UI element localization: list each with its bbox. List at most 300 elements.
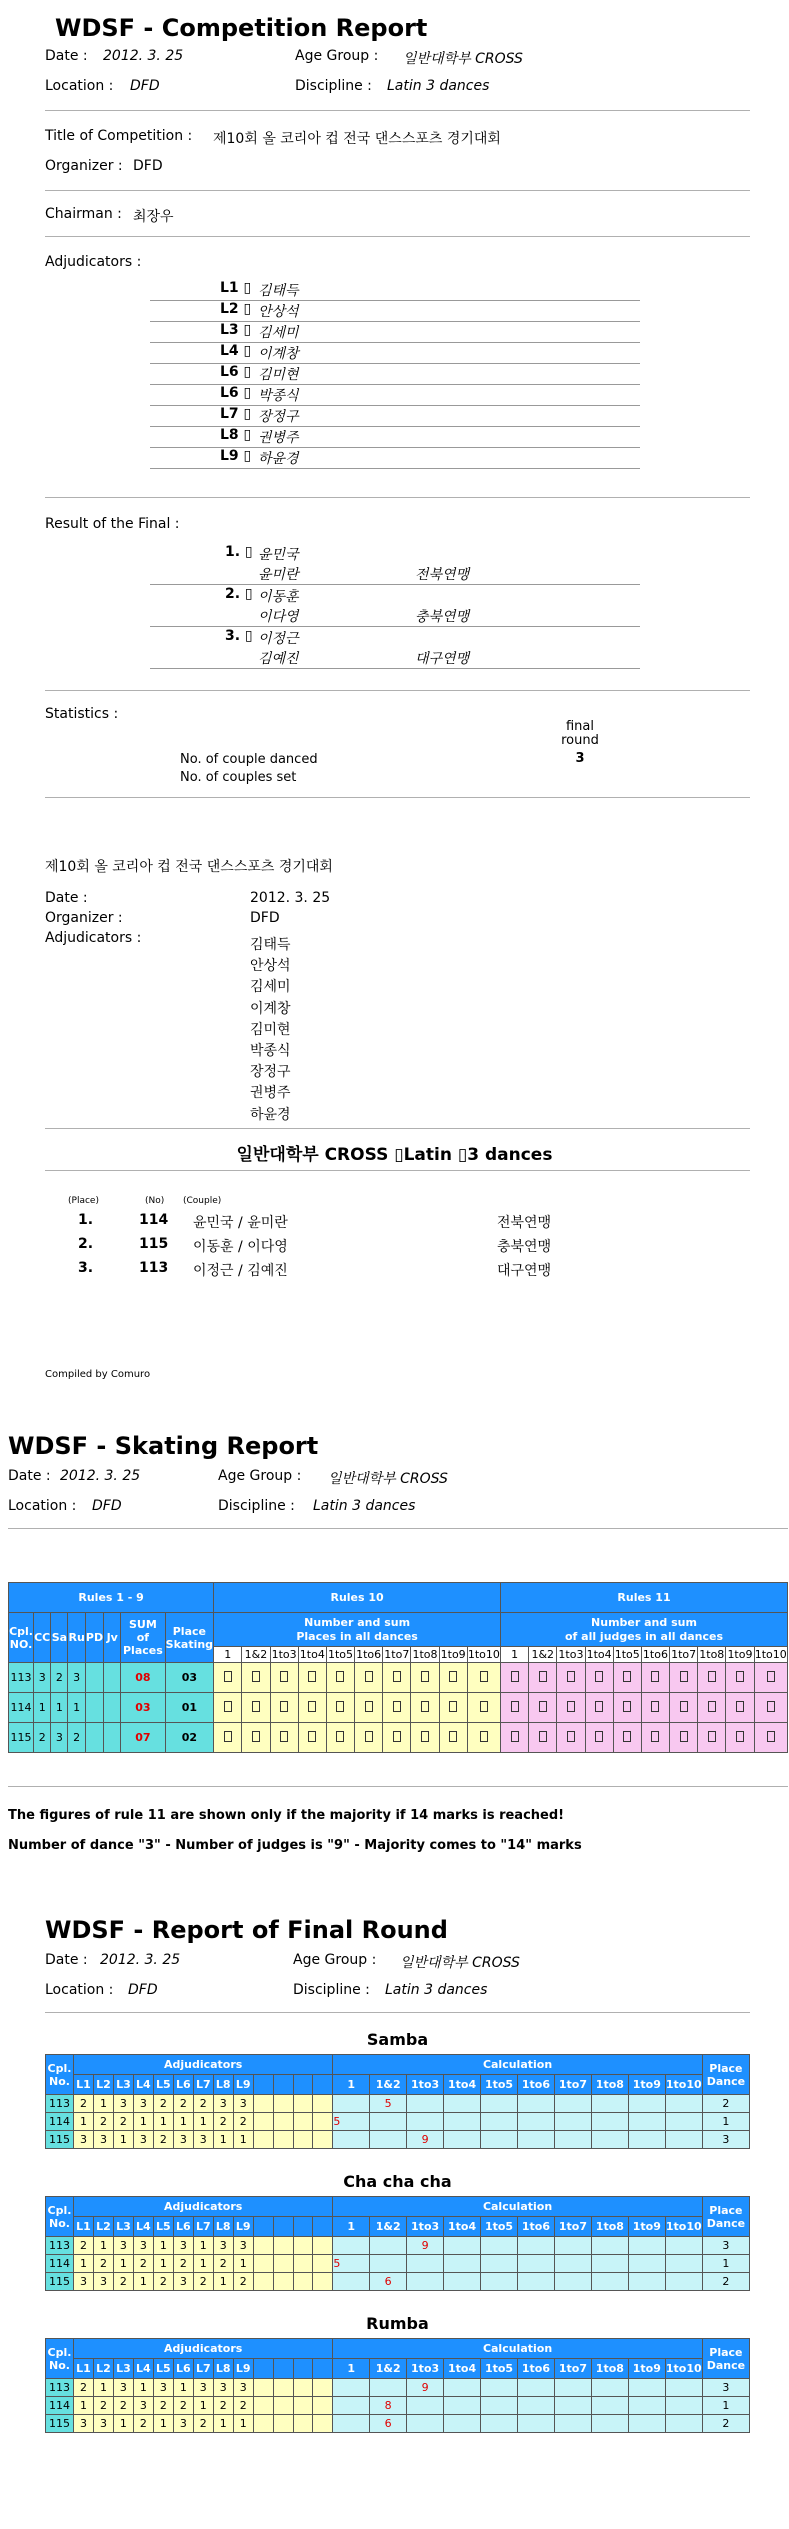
dance-table-wrap	[45, 2054, 750, 2149]
calc-cell	[370, 2237, 407, 2255]
summary-no: 113	[139, 1260, 169, 1276]
sk-location-value: DFD	[92, 1498, 122, 1514]
adjudicators-header: Adjudicators	[73, 2055, 332, 2075]
missing-glyph-icon	[708, 1731, 716, 1742]
place-col-header: 1to6	[356, 1648, 382, 1661]
calc-col-header: 1to9	[628, 2359, 665, 2379]
place-dance-value: 1	[702, 2397, 749, 2415]
judge-mark-empty	[313, 2379, 333, 2397]
judge-mark: 2	[173, 2397, 193, 2415]
missing-glyph-icon	[511, 1671, 519, 1682]
judge-col-header: L5	[153, 2359, 173, 2379]
cc-place: 3	[34, 1663, 51, 1693]
calc-col-header: 1to10	[665, 2359, 702, 2379]
divider	[45, 236, 750, 237]
calc-cell	[370, 2273, 407, 2291]
judge-mark: 2	[153, 2273, 173, 2291]
missing-glyph-icon	[280, 1731, 288, 1742]
rule11-cell	[613, 1723, 641, 1753]
calc-cell	[370, 2255, 407, 2273]
judge-mark: 3	[113, 2379, 133, 2397]
judge-mark-empty	[273, 2255, 293, 2273]
judge-col-header-empty	[273, 2359, 293, 2379]
calculation-header: Calculation	[333, 2055, 702, 2075]
cpl-number: 115	[46, 2131, 74, 2149]
judge-mark-empty	[293, 2095, 313, 2113]
judge-mark: 3	[133, 2095, 153, 2113]
missing-glyph-icon	[449, 1671, 457, 1682]
rule10-cell	[214, 1663, 242, 1693]
calc-cell	[407, 2095, 444, 2113]
summary-adjudicator-name: 안상석	[250, 958, 291, 975]
missing-glyph-icon	[680, 1701, 688, 1712]
calc-cell	[517, 2397, 554, 2415]
judge-mark: 3	[93, 2131, 113, 2149]
fr-age-group-value: 일반대학부 CROSS	[400, 1955, 520, 1971]
adjudicator-name: 김태득	[258, 283, 299, 299]
place-col-header: 1&2	[242, 1647, 270, 1663]
calc-value: 8	[384, 2399, 392, 2412]
col-ru: Ru	[68, 1613, 85, 1663]
calc-cell	[407, 2379, 444, 2397]
rule10-cell	[242, 1693, 270, 1723]
sum-of-places: 07	[121, 1723, 165, 1753]
judge-mark: 2	[173, 2095, 193, 2113]
judge-col-header: L6	[173, 2217, 193, 2237]
judge-col-header: L9	[233, 2359, 253, 2379]
missing-glyph-icon	[736, 1731, 744, 1742]
dance-row	[46, 2379, 750, 2397]
place-col-header: 1to5	[614, 1648, 640, 1661]
judge-col-header: L1	[73, 2075, 93, 2095]
cc-place: 1	[34, 1693, 51, 1723]
calc-cell	[628, 2131, 665, 2149]
result-name-1: 윤민국	[258, 547, 299, 563]
calc-col-header: 1to8	[591, 2217, 628, 2237]
calc-cell	[554, 2131, 591, 2149]
divider	[45, 110, 750, 111]
rules-11-header: Rules 11	[501, 1583, 788, 1613]
calc-cell	[407, 2415, 444, 2433]
calc-cell	[554, 2415, 591, 2433]
divider	[45, 497, 750, 498]
missing-glyph-icon	[421, 1731, 429, 1742]
adjudicator-code: L1 ▯	[220, 280, 252, 296]
judge-col-header-empty	[253, 2075, 273, 2095]
calc-value: 5	[384, 2097, 392, 2110]
cpl-no-header: Cpl. No.	[46, 2339, 74, 2379]
calc-col-header: 1to7	[554, 2075, 591, 2095]
judge-mark-empty	[293, 2379, 313, 2397]
result-club: 충북연맹	[415, 609, 470, 625]
missing-glyph-icon	[623, 1701, 631, 1712]
missing-glyph-icon	[480, 1671, 488, 1682]
calc-cell	[333, 2415, 370, 2433]
judge-mark: 3	[113, 2237, 133, 2255]
judge-mark-empty	[313, 2255, 333, 2273]
missing-glyph-icon	[680, 1671, 688, 1682]
rule10-cell	[326, 1663, 354, 1693]
summary-adjudicator-name: 권병주	[250, 1085, 291, 1102]
missing-glyph-icon	[767, 1731, 775, 1742]
missing-glyph-icon	[480, 1731, 488, 1742]
summary-date-value: 2012. 3. 25	[250, 890, 331, 906]
rule11-cell	[585, 1723, 613, 1753]
judge-mark-empty	[273, 2273, 293, 2291]
adjudicator-row	[150, 427, 640, 448]
calc-cell	[370, 2113, 407, 2131]
adjudicator-row	[150, 322, 640, 343]
judge-mark: 1	[73, 2397, 93, 2415]
adjudicator-name: 안상석	[258, 304, 299, 320]
place-skating: 02	[165, 1723, 214, 1753]
judge-mark: 3	[153, 2379, 173, 2397]
judge-col-header: L5	[153, 2075, 173, 2095]
judge-mark: 1	[213, 2415, 233, 2433]
judge-mark: 1	[233, 2415, 253, 2433]
judge-col-header: L2	[93, 2217, 113, 2237]
sk-date-label: Date :	[8, 1468, 51, 1484]
missing-glyph-icon	[280, 1701, 288, 1712]
skating-row	[9, 1663, 788, 1693]
calc-cell	[444, 2237, 481, 2255]
calc-cell	[444, 2255, 481, 2273]
adjudicator-name: 김미현	[258, 367, 299, 383]
calc-cell	[481, 2273, 518, 2291]
calc-cell	[591, 2113, 628, 2131]
place-dance-value: 3	[702, 2237, 749, 2255]
cpl-number: 113	[46, 2379, 74, 2397]
place-col-header: 1to5	[327, 1648, 353, 1661]
calc-cell	[628, 2273, 665, 2291]
summary-club: 전북연맹	[497, 1215, 552, 1231]
adjudicator-name: 박종식	[258, 388, 299, 404]
judge-mark: 3	[213, 2379, 233, 2397]
result-block	[150, 628, 640, 669]
judge-mark: 2	[133, 2415, 153, 2433]
col-cc: CC	[34, 1613, 51, 1663]
summary-couple: 윤민국 / 윤미란	[193, 1215, 288, 1231]
missing-glyph-icon	[308, 1671, 316, 1682]
place-dance-value: 2	[702, 2095, 749, 2113]
dance-name: Rumba	[366, 2314, 429, 2333]
result-name-2: 윤미란	[258, 567, 299, 583]
judge-mark: 2	[193, 2095, 213, 2113]
divider	[8, 1786, 788, 1787]
rules-1-9-header: Rules 1 - 9	[9, 1583, 214, 1613]
couples-danced-label: No. of couple danced	[180, 752, 318, 767]
rule10-cell	[411, 1723, 439, 1753]
dance-row	[46, 2237, 750, 2255]
calc-col-header: 1to7	[554, 2359, 591, 2379]
statistics-label: Statistics :	[45, 706, 119, 722]
judge-mark: 2	[153, 2397, 173, 2415]
rule11-cell	[529, 1723, 557, 1753]
sk-discipline-label: Discipline :	[218, 1498, 295, 1514]
col-pd: PD	[85, 1613, 103, 1663]
summary-adjudicator-name: 박종식	[250, 1043, 291, 1059]
calc-col-header: 1to4	[444, 2217, 481, 2237]
rule11-cell	[754, 1693, 787, 1723]
adjudicator-row	[150, 364, 640, 385]
calc-cell	[333, 2255, 370, 2273]
divider	[45, 190, 750, 191]
calc-col-header: 1to5	[481, 2359, 518, 2379]
cpl-number: 115	[46, 2415, 74, 2433]
chairman-label: Chairman :	[45, 206, 122, 222]
judge-mark: 1	[113, 2415, 133, 2433]
calc-cell	[517, 2415, 554, 2433]
rule11-cell	[557, 1723, 585, 1753]
rule11-cell	[726, 1663, 754, 1693]
rule10-cell	[383, 1723, 411, 1753]
calc-cell	[665, 2415, 702, 2433]
calc-cell	[333, 2379, 370, 2397]
judge-mark-empty	[253, 2237, 273, 2255]
calc-cell	[628, 2237, 665, 2255]
adjudicator-code: L3 ▯	[220, 322, 252, 338]
adjudicator-name: 이계창	[258, 346, 299, 362]
judge-mark: 1	[93, 2095, 113, 2113]
dance-row	[46, 2095, 750, 2113]
judge-mark: 3	[93, 2415, 113, 2433]
calc-col-header: 1	[333, 2075, 370, 2095]
place-col-header: 1	[214, 1647, 242, 1663]
judge-mark-empty	[313, 2095, 333, 2113]
rules-10-header: Rules 10	[214, 1583, 501, 1613]
calc-cell	[444, 2095, 481, 2113]
missing-glyph-icon	[595, 1701, 603, 1712]
title-of-competition-label: Title of Competition :	[45, 128, 193, 144]
summary-adjudicator-name: 김태득	[250, 937, 291, 953]
adjudicator-row	[150, 448, 640, 469]
judge-mark: 3	[173, 2415, 193, 2433]
calc-col-header: 1to10	[665, 2217, 702, 2237]
rule10-cell	[214, 1723, 242, 1753]
judge-mark: 3	[133, 2237, 153, 2255]
adjudicator-name: 권병주	[258, 430, 299, 446]
discipline-label: Discipline :	[295, 78, 372, 94]
calc-cell	[628, 2255, 665, 2273]
divider	[45, 690, 750, 691]
summary-place: 2.	[78, 1236, 94, 1252]
col-no-label: (No)	[145, 1196, 165, 1206]
calc-cell	[554, 2113, 591, 2131]
judge-col-header: L3	[113, 2217, 133, 2237]
missing-glyph-icon	[224, 1671, 232, 1682]
calc-col-header: 1&2	[370, 2075, 407, 2095]
summary-date-label: Date :	[45, 890, 88, 906]
missing-glyph-icon	[511, 1701, 519, 1712]
rule11-cell	[613, 1693, 641, 1723]
judge-mark: 3	[173, 2273, 193, 2291]
judge-mark: 2	[233, 2113, 253, 2131]
judge-mark-empty	[273, 2095, 293, 2113]
judge-mark: 3	[93, 2273, 113, 2291]
calc-cell	[554, 2095, 591, 2113]
missing-glyph-icon	[336, 1701, 344, 1712]
judge-mark: 2	[113, 2273, 133, 2291]
place-col-header: 1	[501, 1647, 529, 1663]
judge-mark-empty	[253, 2255, 273, 2273]
missing-glyph-icon	[539, 1671, 547, 1682]
calc-cell	[554, 2273, 591, 2291]
judge-mark-empty	[273, 2415, 293, 2433]
judge-col-header-empty	[293, 2359, 313, 2379]
calc-cell	[444, 2131, 481, 2149]
col-sa: Sa	[51, 1613, 68, 1663]
place-col-header: 1to3	[271, 1648, 297, 1661]
judge-mark: 1	[153, 2113, 173, 2131]
rule11-cell	[529, 1663, 557, 1693]
judge-mark: 3	[73, 2415, 93, 2433]
judge-mark-empty	[313, 2397, 333, 2415]
judge-mark: 2	[113, 2397, 133, 2415]
skating-row	[9, 1723, 788, 1753]
missing-glyph-icon	[308, 1731, 316, 1742]
calc-cell	[407, 2131, 444, 2149]
skating-cpl: 114	[9, 1693, 34, 1723]
rules-11-sub1: Number and sum	[591, 1615, 697, 1629]
rule11-cell	[585, 1663, 613, 1693]
judge-mark: 3	[233, 2095, 253, 2113]
jv-place	[104, 1723, 121, 1753]
summary-organizer-label: Organizer :	[45, 910, 123, 926]
adjudicator-code: L8 ▯	[220, 427, 252, 443]
judge-mark: 3	[113, 2095, 133, 2113]
rule11-cell	[726, 1693, 754, 1723]
place-col-header: 1to7	[671, 1648, 697, 1661]
missing-glyph-icon	[224, 1701, 232, 1712]
adjudicator-code: L2 ▯	[220, 301, 252, 317]
col-sum-places: SUM of Places	[121, 1613, 165, 1663]
result-place: 1. ▯	[225, 544, 253, 560]
rule11-cell	[557, 1693, 585, 1723]
adjudicators-label: Adjudicators :	[45, 254, 142, 270]
couples-set-label: No. of couples set	[180, 770, 297, 785]
calc-cell	[444, 2379, 481, 2397]
rule10-cell	[439, 1693, 467, 1723]
judge-col-header: L4	[133, 2075, 153, 2095]
missing-glyph-icon	[308, 1701, 316, 1712]
adjudicator-code: L6 ▯	[220, 364, 252, 380]
judge-col-header-empty	[313, 2075, 333, 2095]
place-col-header: 1to7	[384, 1648, 410, 1661]
skating-cpl: 115	[9, 1723, 34, 1753]
result-club: 전북연맹	[415, 567, 470, 583]
missing-glyph-icon	[449, 1731, 457, 1742]
judge-mark-empty	[253, 2131, 273, 2149]
calc-cell	[481, 2131, 518, 2149]
calc-cell	[628, 2415, 665, 2433]
cpl-no-header: Cpl. No.	[46, 2197, 74, 2237]
calc-cell	[444, 2113, 481, 2131]
judge-col-header: L1	[73, 2359, 93, 2379]
dance-table	[45, 2054, 750, 2149]
judge-mark-empty	[313, 2273, 333, 2291]
rule10-cell	[270, 1693, 298, 1723]
judge-mark: 3	[213, 2237, 233, 2255]
fr-age-group-label: Age Group :	[293, 1952, 377, 1968]
judge-mark-empty	[253, 2397, 273, 2415]
summary-competition-title: 제10회 올 코리아 컵 전국 댄스스포츠 경기대회	[45, 859, 333, 875]
judge-col-header: L2	[93, 2075, 113, 2095]
calc-value: 9	[421, 2239, 429, 2252]
judge-mark: 1	[73, 2113, 93, 2131]
missing-glyph-icon	[480, 1701, 488, 1712]
sk-age-group-label: Age Group :	[218, 1468, 302, 1484]
place-dance-value: 1	[702, 2255, 749, 2273]
summary-organizer-value: DFD	[250, 910, 280, 926]
place-dance-value: 2	[702, 2415, 749, 2433]
missing-glyph-icon	[567, 1701, 575, 1712]
judge-mark-empty	[293, 2397, 313, 2415]
rule10-cell	[467, 1723, 500, 1753]
judge-col-header: L5	[153, 2217, 173, 2237]
judge-mark: 1	[93, 2237, 113, 2255]
skating-row	[9, 1693, 788, 1723]
missing-glyph-icon	[567, 1731, 575, 1742]
missing-glyph-icon	[651, 1731, 659, 1742]
cpl-number: 114	[46, 2113, 74, 2131]
calc-cell	[628, 2379, 665, 2397]
calc-cell	[665, 2237, 702, 2255]
summary-adjudicator-name: 하윤경	[250, 1106, 291, 1123]
judge-mark: 2	[153, 2095, 173, 2113]
calc-cell	[333, 2113, 370, 2131]
place-dance-value: 3	[702, 2131, 749, 2149]
judge-col-header: L4	[133, 2217, 153, 2237]
sa-place: 2	[51, 1663, 68, 1693]
calc-col-header: 1&2	[370, 2359, 407, 2379]
judge-col-header-empty	[313, 2359, 333, 2379]
divider	[45, 1170, 750, 1171]
summary-no: 114	[139, 1212, 169, 1228]
missing-glyph-icon	[280, 1671, 288, 1682]
fr-discipline-label: Discipline :	[293, 1982, 370, 1998]
judge-mark-empty	[253, 2095, 273, 2113]
calc-cell	[591, 2255, 628, 2273]
judge-mark: 3	[193, 2131, 213, 2149]
date-label: Date :	[45, 48, 88, 64]
place-col-header: 1to8	[699, 1648, 725, 1661]
result-place: 2. ▯	[225, 586, 253, 602]
judge-mark: 1	[213, 2273, 233, 2291]
adjudicator-row	[150, 301, 640, 322]
result-name-1: 이동훈	[258, 589, 299, 605]
summary-adjudicator-name: 이계창	[250, 1000, 291, 1017]
calc-cell	[517, 2113, 554, 2131]
place-col-header: 1to10	[467, 1648, 500, 1661]
calc-cell	[333, 2095, 370, 2113]
adjudicator-code: L6 ▯	[220, 385, 252, 401]
calc-cell	[517, 2095, 554, 2113]
calc-cell	[481, 2095, 518, 2113]
result-club: 대구연맹	[415, 651, 470, 667]
divider	[45, 2012, 750, 2013]
judge-mark: 1	[93, 2379, 113, 2397]
pd-place	[85, 1693, 103, 1723]
rule10-cell	[383, 1663, 411, 1693]
calc-cell	[333, 2273, 370, 2291]
chairman-value: 최장우	[133, 209, 174, 225]
calc-cell	[370, 2095, 407, 2113]
missing-glyph-icon	[680, 1731, 688, 1742]
judge-mark-empty	[273, 2131, 293, 2149]
cpl-number: 115	[46, 2273, 74, 2291]
judge-mark: 3	[233, 2237, 253, 2255]
jv-place	[104, 1663, 121, 1693]
